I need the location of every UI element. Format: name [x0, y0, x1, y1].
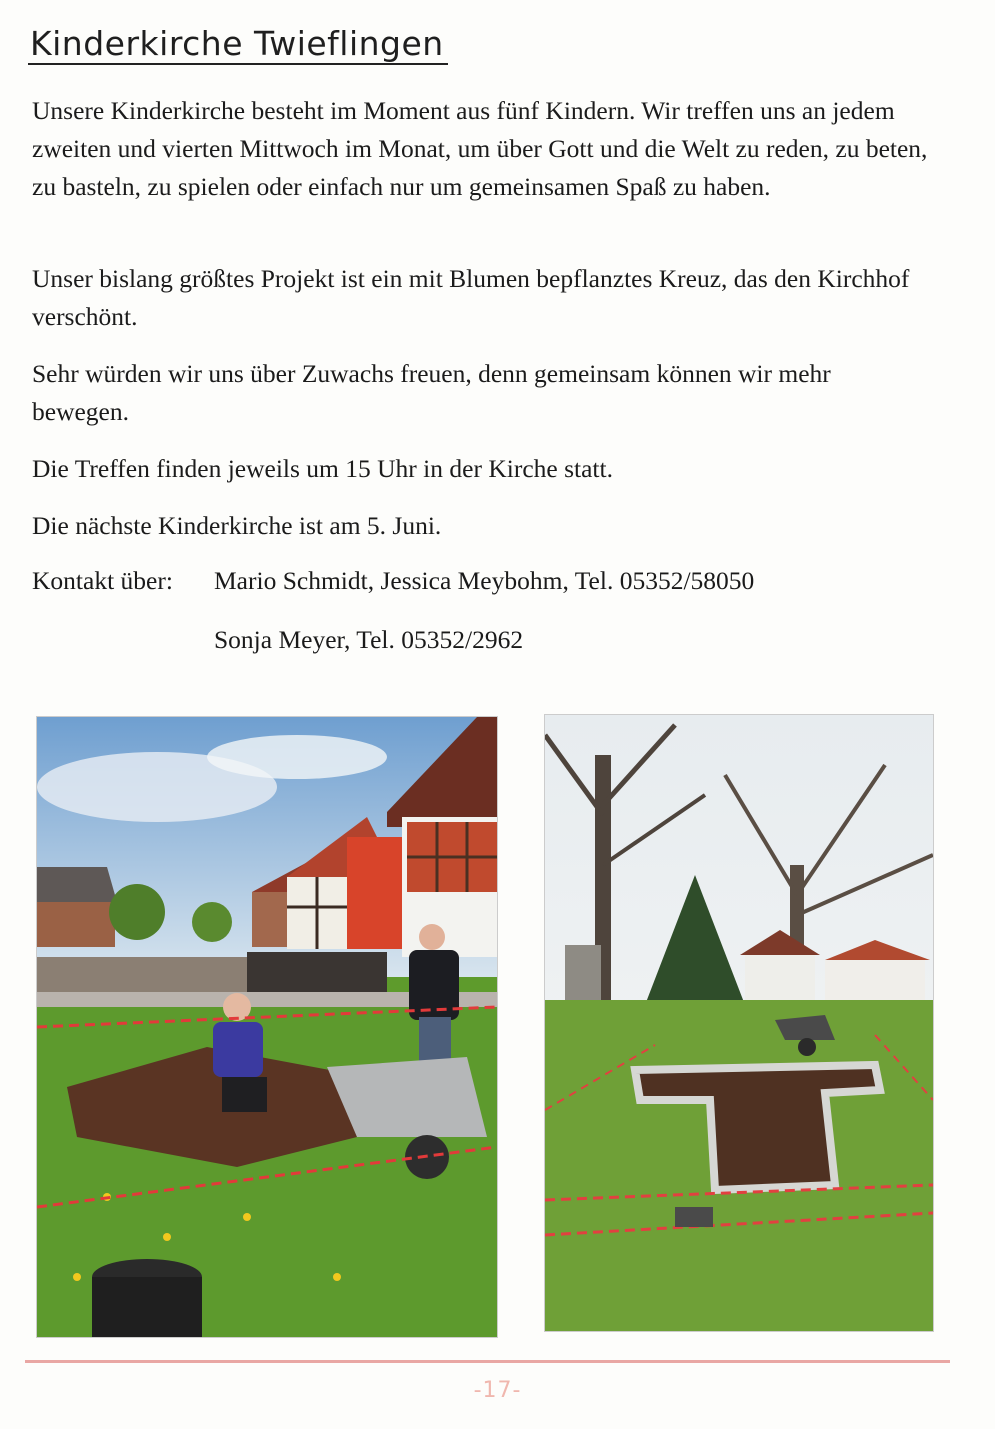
photo-cross-bed-drawing — [545, 715, 933, 1331]
page-number: -17- — [473, 1378, 522, 1403]
photo-cross-bed — [544, 714, 934, 1332]
paragraph-intro: Unsere Kinderkirche besteht im Moment aus fünf Kindern. Wir treffen uns an jedem zweiten und vierten Mittwoch im Monat, um über Gott und die Welt zu reden, zu beten, zu basteln, zu spielen oder einfach nur um gemeinsamen Spaß zu haben. — [32, 96, 928, 201]
photo-digging-scene — [36, 716, 498, 1338]
title-underline — [28, 63, 448, 65]
paragraph-growth: Sehr würden wir uns über Zuwachs freuen, denn gemeinsam können wir mehr bewegen. — [32, 359, 831, 426]
paragraph-next-date: Die nächste Kinderkirche ist am 5. Juni. — [32, 511, 442, 540]
contact-line-2: Sonja Meyer, Tel. 05352/2962 — [214, 625, 524, 654]
contact-label: Kontakt über: — [32, 566, 173, 595]
page-title: Kinderkirche Twieflingen — [30, 24, 444, 63]
paragraph-meeting-time: Die Treffen finden jeweils um 15 Uhr in der Kirche statt. — [32, 454, 613, 483]
photo-digging-scene-drawing — [37, 717, 497, 1337]
paragraph-project: Unser bislang größtes Projekt ist ein mit Blumen bepflanztes Kreuz, das den Kirchhof verschönt. — [32, 264, 910, 331]
footer-rule — [25, 1360, 950, 1363]
contact-line-1: Mario Schmidt, Jessica Meybohm, Tel. 05352/58050 — [214, 566, 755, 595]
